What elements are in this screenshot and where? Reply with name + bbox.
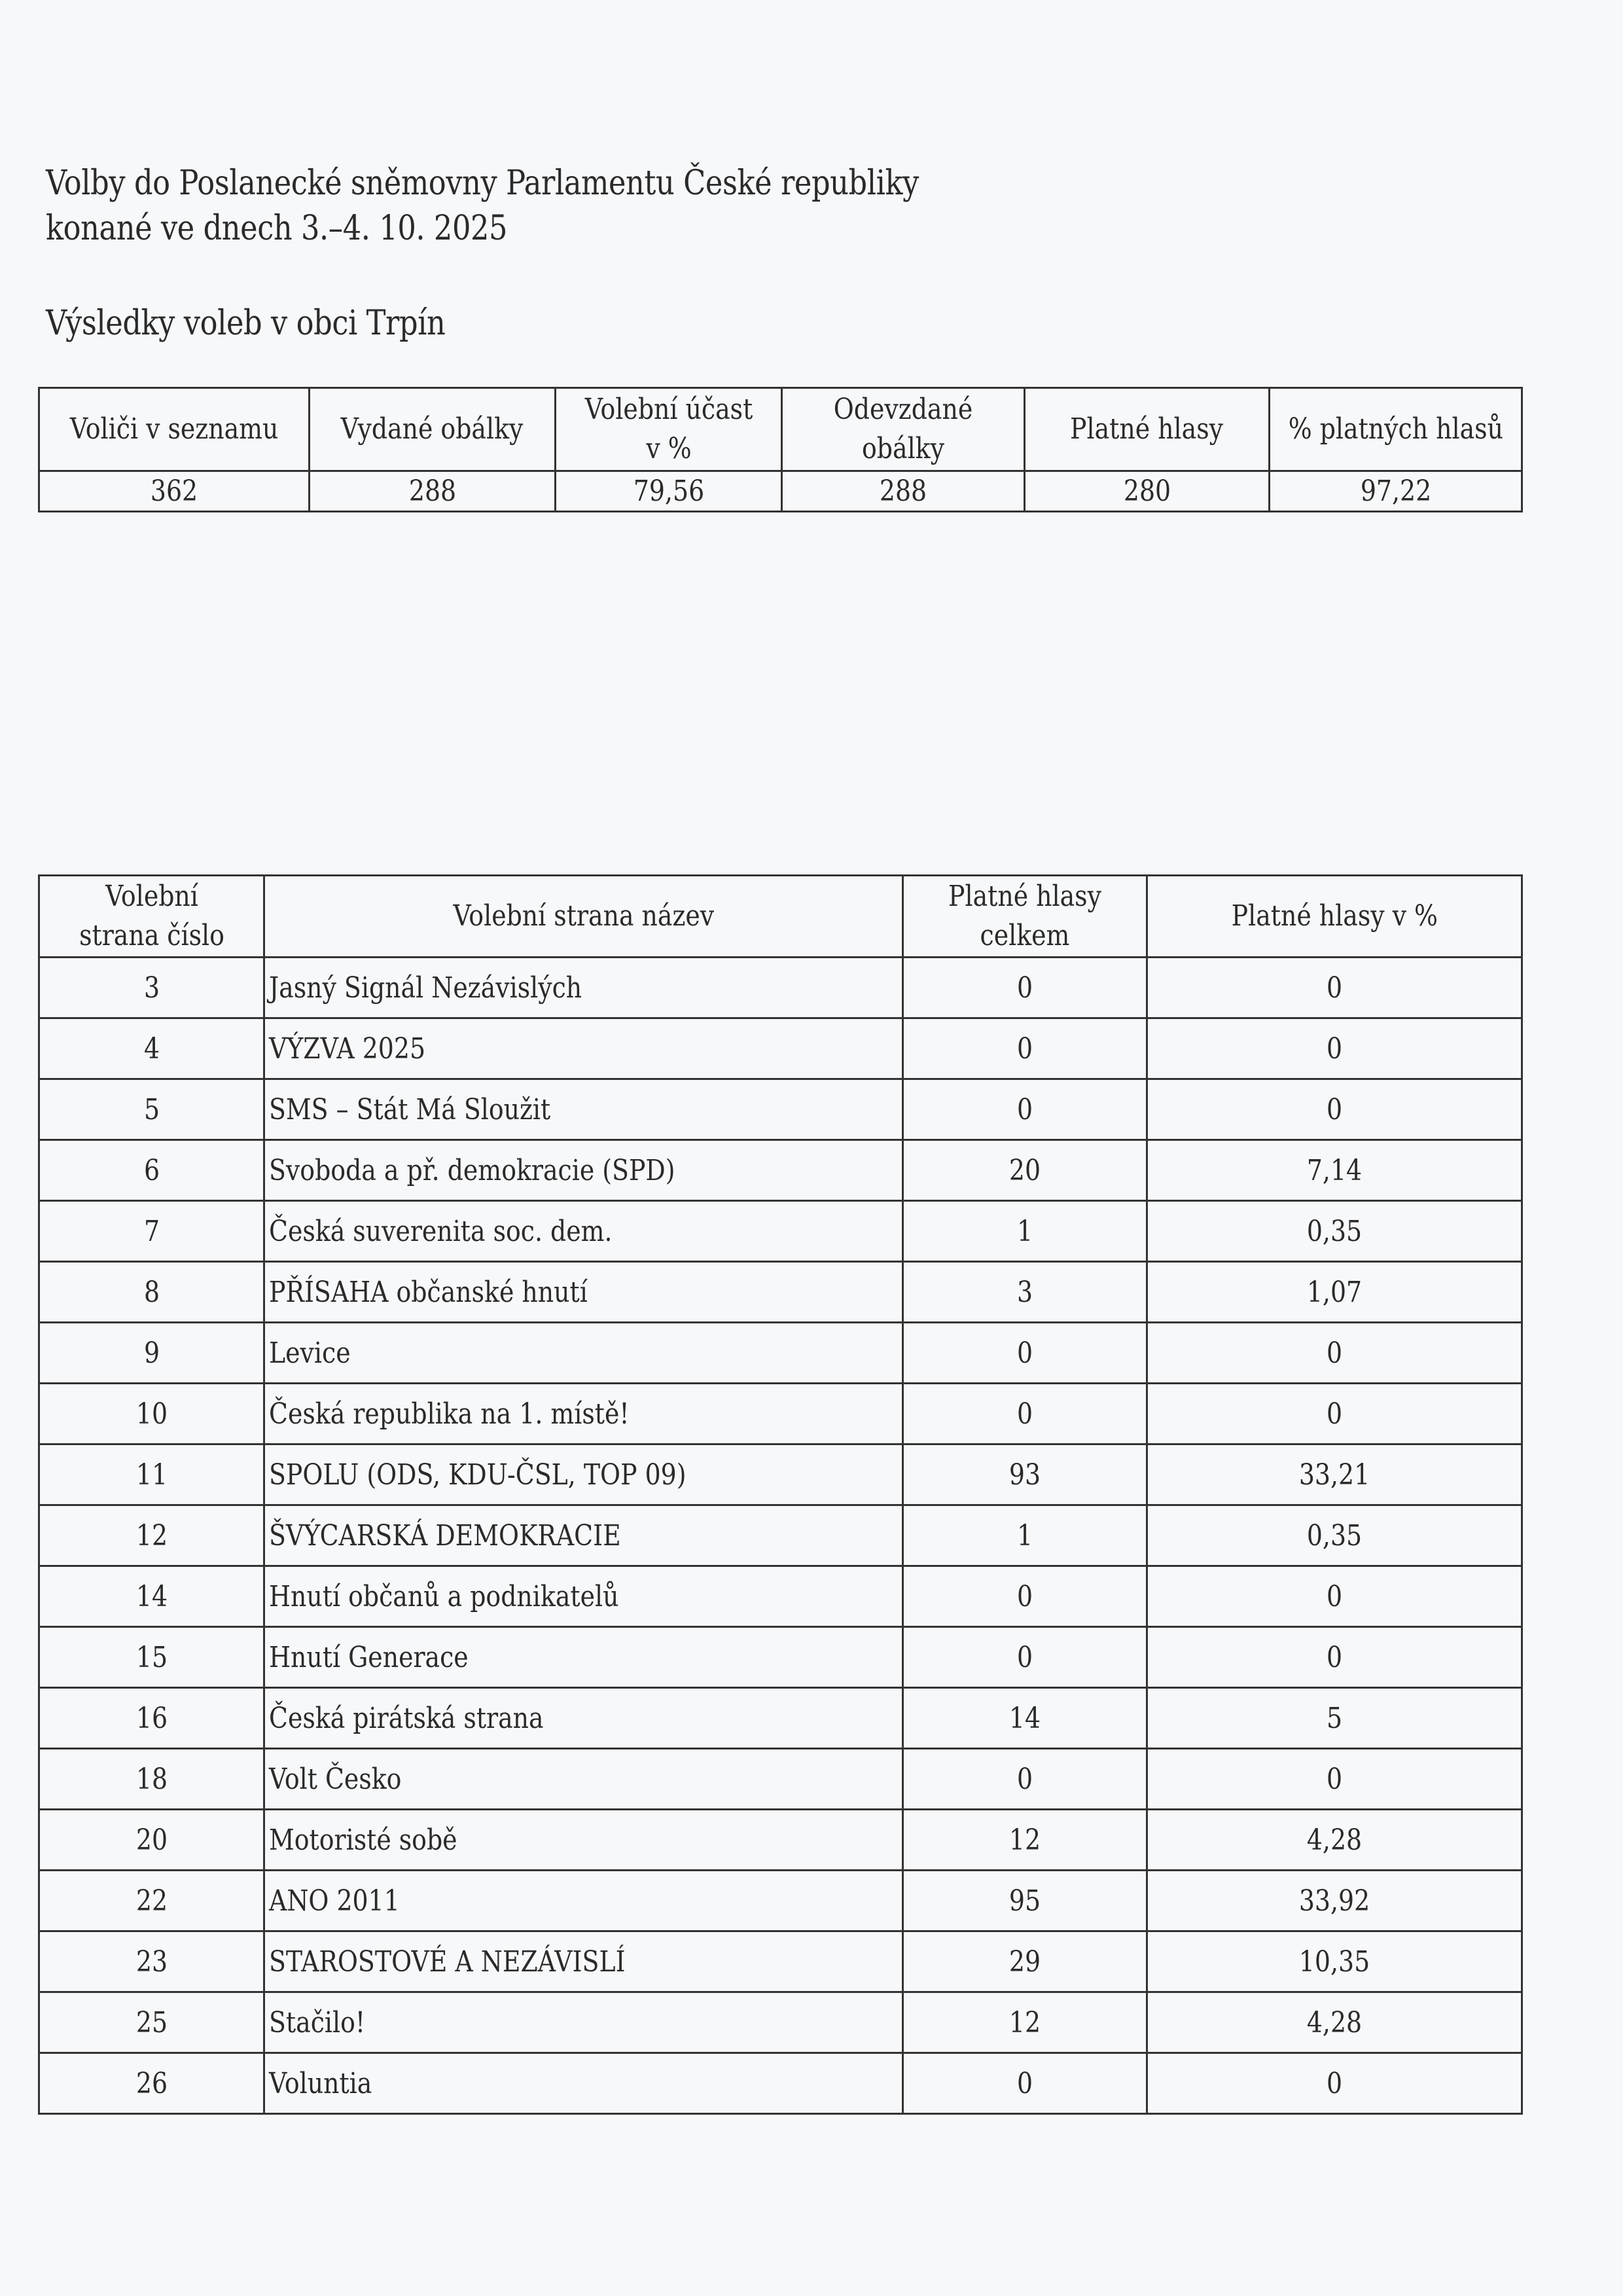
party-votes-cell — [903, 1384, 1147, 1444]
table-row — [39, 1323, 1522, 1384]
party-name-cell — [264, 1140, 903, 1201]
party-votes: 1 — [1016, 1518, 1033, 1552]
party-percent: 5 — [1326, 1701, 1343, 1735]
party-percent: 1,07 — [1306, 1275, 1363, 1309]
party-votes-cell — [903, 1201, 1147, 1262]
party-number: 12 — [135, 1518, 168, 1552]
party-percent-cell — [1147, 1566, 1522, 1627]
document-subtitle: Výsledky voleb v obci Trpín — [46, 304, 446, 343]
party-votes: 0 — [1016, 1579, 1033, 1613]
party-name-cell — [264, 1871, 903, 1931]
party-percent-cell — [1147, 1931, 1522, 1992]
party-votes-cell — [903, 1749, 1147, 1810]
document-title-line2: konané ve dnech 3.–4. 10. 2025 — [46, 209, 508, 248]
table-row — [39, 1505, 1522, 1566]
party-number-cell — [39, 1018, 264, 1079]
party-name-cell — [264, 1018, 903, 1079]
table-row — [39, 1688, 1522, 1749]
party-votes: 0 — [1016, 1031, 1033, 1066]
party-name: Česká republika na 1. místě! — [269, 1397, 630, 1431]
party-percent-cell — [1147, 1810, 1522, 1871]
party-percent: 7,14 — [1306, 1153, 1363, 1187]
party-votes: 93 — [1008, 1458, 1041, 1492]
party-percent: 4,28 — [1306, 1823, 1363, 1857]
table-row — [39, 1992, 1522, 2053]
summary-header-turnout: Volební účast v % — [556, 388, 782, 471]
party-number-cell — [39, 1931, 264, 1992]
party-name: Hnutí Generace — [269, 1640, 469, 1674]
party-number: 6 — [143, 1153, 160, 1187]
party-name: PŘÍSAHA občanské hnutí — [269, 1275, 588, 1309]
party-percent-cell — [1147, 1871, 1522, 1931]
party-name: Česká suverenita soc. dem. — [269, 1214, 613, 1248]
party-percent: 0 — [1326, 971, 1343, 1005]
party-percent: 0 — [1326, 1640, 1343, 1674]
party-votes: 0 — [1016, 1092, 1033, 1126]
party-number: 10 — [135, 1397, 168, 1431]
party-name: Stačilo! — [269, 2005, 366, 2039]
party-number-cell — [39, 2053, 264, 2114]
party-name: STAROSTOVÉ A NEZÁVISLÍ — [269, 1945, 626, 1979]
party-number-cell — [39, 1992, 264, 2053]
table-row — [39, 1627, 1522, 1688]
summary-header-returned-envelopes: Odevzdané obálky — [782, 388, 1025, 471]
summary-header-voters: Voliči v seznamu — [39, 388, 310, 471]
table-row — [39, 1018, 1522, 1079]
party-percent-cell — [1147, 1323, 1522, 1384]
party-votes-cell — [903, 1444, 1147, 1505]
party-name-cell — [264, 1444, 903, 1505]
party-votes: 95 — [1008, 1884, 1041, 1918]
party-votes: 14 — [1008, 1701, 1041, 1735]
table-row — [39, 958, 1522, 1018]
summary-header-valid-votes: Platné hlasy — [1025, 388, 1270, 471]
party-votes-cell — [903, 1079, 1147, 1140]
summary-header-row — [39, 388, 1522, 471]
party-percent-cell — [1147, 1444, 1522, 1505]
document-title-line1: Volby do Poslanecké sněmovny Parlamentu České republiky — [46, 164, 919, 203]
summary-header-issued-envelopes: Vydané obálky — [310, 388, 556, 471]
table-row — [39, 1262, 1522, 1323]
party-number-cell — [39, 1384, 264, 1444]
results-table — [38, 874, 1523, 2115]
party-name-cell — [264, 1992, 903, 2053]
party-number-cell — [39, 1871, 264, 1931]
table-row — [39, 1749, 1522, 1810]
party-percent: 0 — [1326, 1397, 1343, 1431]
party-name: Levice — [269, 1336, 351, 1370]
party-votes: 0 — [1016, 1397, 1033, 1431]
party-votes-cell — [903, 1992, 1147, 2053]
party-percent-cell — [1147, 1384, 1522, 1444]
party-number-cell — [39, 1688, 264, 1749]
party-percent: 10,35 — [1298, 1945, 1370, 1979]
party-percent: 0 — [1326, 1579, 1343, 1613]
party-name-cell — [264, 1079, 903, 1140]
table-row — [39, 1810, 1522, 1871]
party-percent-cell — [1147, 958, 1522, 1018]
party-percent: 33,21 — [1298, 1458, 1370, 1492]
party-percent: 0 — [1326, 1336, 1343, 1370]
party-number-cell — [39, 1262, 264, 1323]
party-votes-cell — [903, 1810, 1147, 1871]
party-votes: 0 — [1016, 2066, 1033, 2100]
party-percent: 0 — [1326, 1762, 1343, 1796]
party-percent: 33,92 — [1298, 1884, 1370, 1918]
summary-header-valid-percent: % platných hlasů — [1270, 388, 1522, 471]
party-number: 20 — [135, 1823, 168, 1857]
party-number-cell — [39, 1079, 264, 1140]
party-votes-cell — [903, 1505, 1147, 1566]
party-name: Jasný Signál Nezávislých — [269, 971, 582, 1005]
party-number: 25 — [135, 2005, 168, 2039]
party-percent-cell — [1147, 1992, 1522, 2053]
party-name: Voluntia — [269, 2066, 372, 2100]
party-percent: 4,28 — [1306, 2005, 1363, 2039]
summary-value-voters: 362 — [39, 471, 310, 512]
party-number-cell — [39, 1201, 264, 1262]
party-name-cell — [264, 1384, 903, 1444]
party-percent-cell — [1147, 2053, 1522, 2114]
party-number: 5 — [143, 1092, 160, 1126]
table-row — [39, 1444, 1522, 1505]
party-number: 11 — [135, 1458, 168, 1492]
table-row — [39, 1201, 1522, 1262]
party-number-cell — [39, 1810, 264, 1871]
party-number: 7 — [143, 1214, 160, 1248]
table-row — [39, 1384, 1522, 1444]
party-percent: 0 — [1326, 2066, 1343, 2100]
party-number: 9 — [143, 1336, 160, 1370]
party-name-cell — [264, 1566, 903, 1627]
party-name-cell — [264, 1931, 903, 1992]
party-votes-cell — [903, 1323, 1147, 1384]
results-body — [39, 958, 1522, 2114]
party-name: Svoboda a př. demokracie (SPD) — [269, 1153, 675, 1187]
party-votes-cell — [903, 1566, 1147, 1627]
summary-value-returned-envelopes: 288 — [782, 471, 1025, 512]
table-row — [39, 1566, 1522, 1627]
party-percent-cell — [1147, 1627, 1522, 1688]
party-number: 15 — [135, 1640, 168, 1674]
party-number-cell — [39, 1444, 264, 1505]
results-header-number: Volební strana číslo — [39, 876, 264, 958]
party-votes: 0 — [1016, 971, 1033, 1005]
party-percent-cell — [1147, 1688, 1522, 1749]
party-name: ANO 2011 — [269, 1884, 400, 1918]
party-name: SPOLU (ODS, KDU-ČSL, TOP 09) — [269, 1458, 687, 1492]
party-votes: 12 — [1008, 1823, 1041, 1857]
party-number: 22 — [135, 1884, 168, 1918]
party-name: Motoristé sobě — [269, 1823, 457, 1857]
party-percent: 0,35 — [1306, 1214, 1363, 1248]
party-votes-cell — [903, 1018, 1147, 1079]
party-number-cell — [39, 958, 264, 1018]
party-votes: 29 — [1008, 1945, 1041, 1979]
party-number-cell — [39, 1505, 264, 1566]
party-number: 4 — [143, 1031, 160, 1066]
party-name-cell — [264, 1323, 903, 1384]
table-row — [39, 1079, 1522, 1140]
party-votes-cell — [903, 1871, 1147, 1931]
summary-value-turnout: 79,56 — [556, 471, 782, 512]
party-votes: 12 — [1008, 2005, 1041, 2039]
party-votes: 0 — [1016, 1640, 1033, 1674]
party-name: Hnutí občanů a podnikatelů — [269, 1579, 619, 1613]
party-number: 14 — [135, 1579, 168, 1613]
party-name-cell — [264, 1810, 903, 1871]
party-name-cell — [264, 1688, 903, 1749]
party-percent-cell — [1147, 1079, 1522, 1140]
party-number-cell — [39, 1566, 264, 1627]
party-name: SMS – Stát Má Sloužit — [269, 1092, 551, 1126]
party-name-cell — [264, 1262, 903, 1323]
party-percent: 0,35 — [1306, 1518, 1363, 1552]
summary-value-issued-envelopes: 288 — [310, 471, 556, 512]
party-votes-cell — [903, 1140, 1147, 1201]
party-name: Česká pirátská strana — [269, 1701, 544, 1735]
party-name-cell — [264, 1749, 903, 1810]
party-number: 23 — [135, 1945, 168, 1979]
party-number-cell — [39, 1627, 264, 1688]
party-percent: 0 — [1326, 1092, 1343, 1126]
party-percent: 0 — [1326, 1031, 1343, 1066]
party-votes: 0 — [1016, 1336, 1033, 1370]
party-number-cell — [39, 1140, 264, 1201]
party-votes: 3 — [1016, 1275, 1033, 1309]
party-votes-cell — [903, 958, 1147, 1018]
party-name-cell — [264, 958, 903, 1018]
party-percent-cell — [1147, 1749, 1522, 1810]
party-name: Volt Česko — [269, 1762, 402, 1796]
results-header-row — [39, 876, 1522, 958]
party-name: ŠVÝCARSKÁ DEMOKRACIE — [269, 1518, 621, 1552]
party-percent-cell — [1147, 1140, 1522, 1201]
party-name-cell — [264, 1505, 903, 1566]
party-votes-cell — [903, 1627, 1147, 1688]
summary-table — [38, 387, 1523, 512]
party-votes-cell — [903, 1931, 1147, 1992]
table-row — [39, 1871, 1522, 1931]
table-row — [39, 2053, 1522, 2114]
party-votes: 0 — [1016, 1762, 1033, 1796]
party-votes: 1 — [1016, 1214, 1033, 1248]
summary-value-valid-percent: 97,22 — [1270, 471, 1522, 512]
results-header-name: Volební strana název — [264, 876, 903, 958]
party-number: 3 — [143, 971, 160, 1005]
summary-value-valid-votes: 280 — [1025, 471, 1270, 512]
party-votes-cell — [903, 1688, 1147, 1749]
party-number: 26 — [135, 2066, 168, 2100]
table-row — [39, 1140, 1522, 1201]
summary-values-row — [39, 471, 1522, 512]
table-row — [39, 1931, 1522, 1992]
party-votes-cell — [903, 1262, 1147, 1323]
party-percent-cell — [1147, 1262, 1522, 1323]
party-name-cell — [264, 1627, 903, 1688]
party-number: 8 — [143, 1275, 160, 1309]
party-percent-cell — [1147, 1201, 1522, 1262]
party-number: 16 — [135, 1701, 168, 1735]
party-percent-cell — [1147, 1018, 1522, 1079]
party-name-cell — [264, 1201, 903, 1262]
party-votes-cell — [903, 2053, 1147, 2114]
party-number-cell — [39, 1749, 264, 1810]
party-name-cell — [264, 2053, 903, 2114]
party-votes: 20 — [1008, 1153, 1041, 1187]
party-number: 18 — [135, 1762, 168, 1796]
results-header-votes: Platné hlasy celkem — [903, 876, 1147, 958]
party-percent-cell — [1147, 1505, 1522, 1566]
results-header-percent: Platné hlasy v % — [1147, 876, 1522, 958]
party-number-cell — [39, 1323, 264, 1384]
party-name: VÝZVA 2025 — [269, 1031, 426, 1066]
